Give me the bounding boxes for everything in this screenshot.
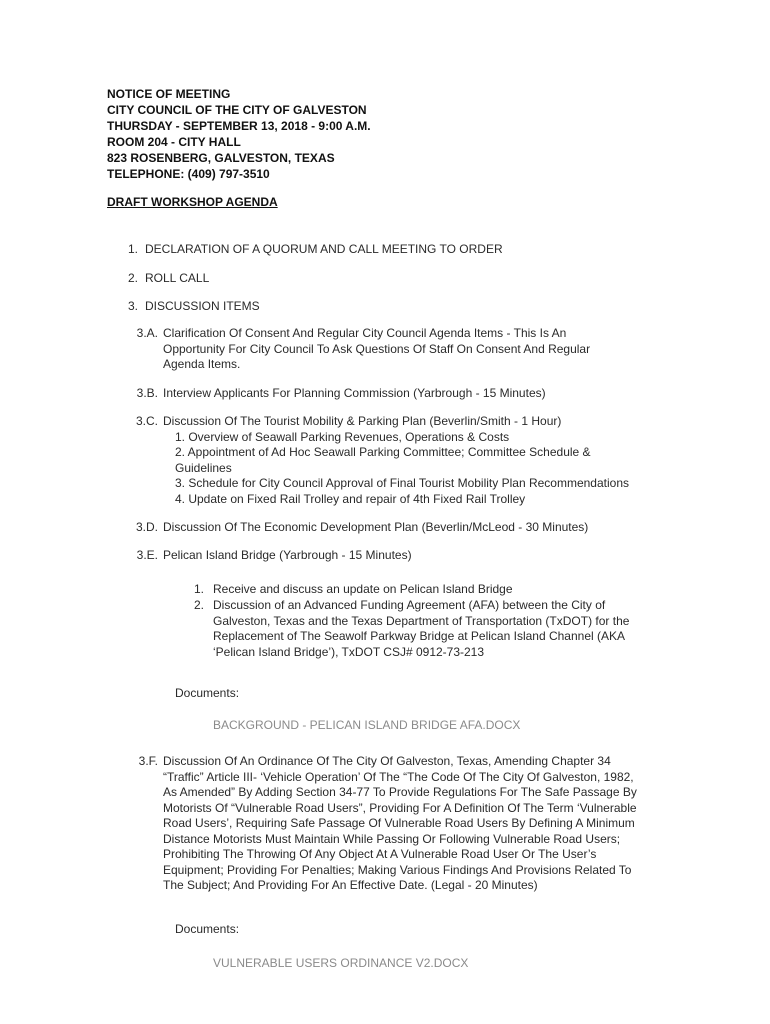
documents-label: Documents: <box>175 686 240 700</box>
item-text: ROLL CALL <box>145 271 210 285</box>
item-text: Pelican Island Bridge (Yarbrough - 15 Minutes) <box>163 548 412 562</box>
item-text: Discussion Of An Ordinance Of The City Of Galveston, Texas, Amending Chapter 34 “Traffic” Article III- ‘Vehicle Operation’ Of The “The Code Of The City Of Galveston, 1982, As Amended” By Adding Section 34-77 To Provide Regulations For The Safe Passage By Motorists Of “Vulnerable Road Users”, Providing For A Definition Of The Term ‘Vulnerable Road Users’, Requiring Safe Passage Of Vulnerable Road Users By Defining A Minimum Distance Motorists Must Maintain While Passing Or Following Vulnerable Road Users; Prohibiting The Throwing Of Any Object At A Vulnerable Road User Or The User’s Equipment; Providing For Penalties; Making Various Findings And Provisions Related To The Subject; And Providing For An Effective Date. (Legal - 20 Minutes) <box>163 754 637 892</box>
meeting-date: THURSDAY - SEPTEMBER 13, 2018 - 9:00 A.M. <box>107 119 371 133</box>
item-number: 3. <box>127 299 138 313</box>
meeting-room: ROOM 204 - CITY HALL <box>107 135 241 149</box>
subpoint-3c-4: 4. Update on Fixed Rail Trolley and repair of 4th Fixed Rail Trolley <box>175 492 526 506</box>
subpoint-3c-3: 3. Schedule for City Council Approval of Final Tourist Mobility Plan Recommendations <box>175 476 629 490</box>
item-text: Interview Applicants For Planning Commission (Yarbrough - 15 Minutes) <box>163 386 546 400</box>
item-number: 2. <box>127 271 138 285</box>
item-text: Clarification Of Consent And Regular City Council Agenda Items - This Is An Opportunity For City Council To Ask Questions Of Staff On Consent And Regular Agenda Items. <box>163 326 591 371</box>
item-text: DISCUSSION ITEMS <box>145 299 260 313</box>
point-number: 2. <box>193 598 204 612</box>
point-text: Receive and discuss an update on Pelican Island Bridge <box>213 582 513 596</box>
meeting-phone: TELEPHONE: (409) 797-3510 <box>107 167 270 181</box>
item-number: 3.C. <box>135 414 158 428</box>
documents-label: Documents: <box>175 922 240 936</box>
item-number: 3.A. <box>136 326 158 340</box>
point-number: 1. <box>193 582 204 596</box>
subpoint-3c-2: 2. Appointment of Ad Hoc Seawall Parking Committee; Committee Schedule & Guidelines <box>175 445 591 475</box>
subpoint-3c-1: 1. Overview of Seawall Parking Revenues, Operations & Costs <box>175 430 510 444</box>
item-number: 3.F. <box>138 754 158 768</box>
item-text: Discussion Of The Tourist Mobility & Parking Plan (Beverlin/Smith - 1 Hour) <box>163 414 562 428</box>
point-text: Discussion of an Advanced Funding Agreement (AFA) between the City of Galveston, Texas and the Texas Department of Transportation (TxDOT) for the Replacement of The Seawolf Parkway Bridge at Pelican Island Channel (AKA ‘Pelican Island Bridge’), TxDOT CSJ# 0912-73-213 <box>213 598 630 659</box>
item-number: 3.D. <box>135 520 158 534</box>
item-number: 1. <box>127 242 138 256</box>
meeting-address: 823 ROSENBERG, GALVESTON, TEXAS <box>107 151 335 165</box>
notice-title: NOTICE OF MEETING <box>107 87 231 101</box>
item-text: DECLARATION OF A QUORUM AND CALL MEETING TO ORDER <box>145 242 503 256</box>
item-number: 3.B. <box>136 386 158 400</box>
agenda-title: DRAFT WORKSHOP AGENDA <box>107 195 278 209</box>
document-link-vulnerable-users[interactable]: VULNERABLE USERS ORDINANCE V2.DOCX <box>213 956 469 970</box>
document-link-pelican-afa[interactable]: BACKGROUND - PELICAN ISLAND BRIDGE AFA.DOCX <box>213 718 521 732</box>
item-text: Discussion Of The Economic Development Plan (Beverlin/McLeod - 30 Minutes) <box>163 520 589 534</box>
council-name: CITY COUNCIL OF THE CITY OF GALVESTON <box>107 103 367 117</box>
item-number: 3.E. <box>136 548 158 562</box>
